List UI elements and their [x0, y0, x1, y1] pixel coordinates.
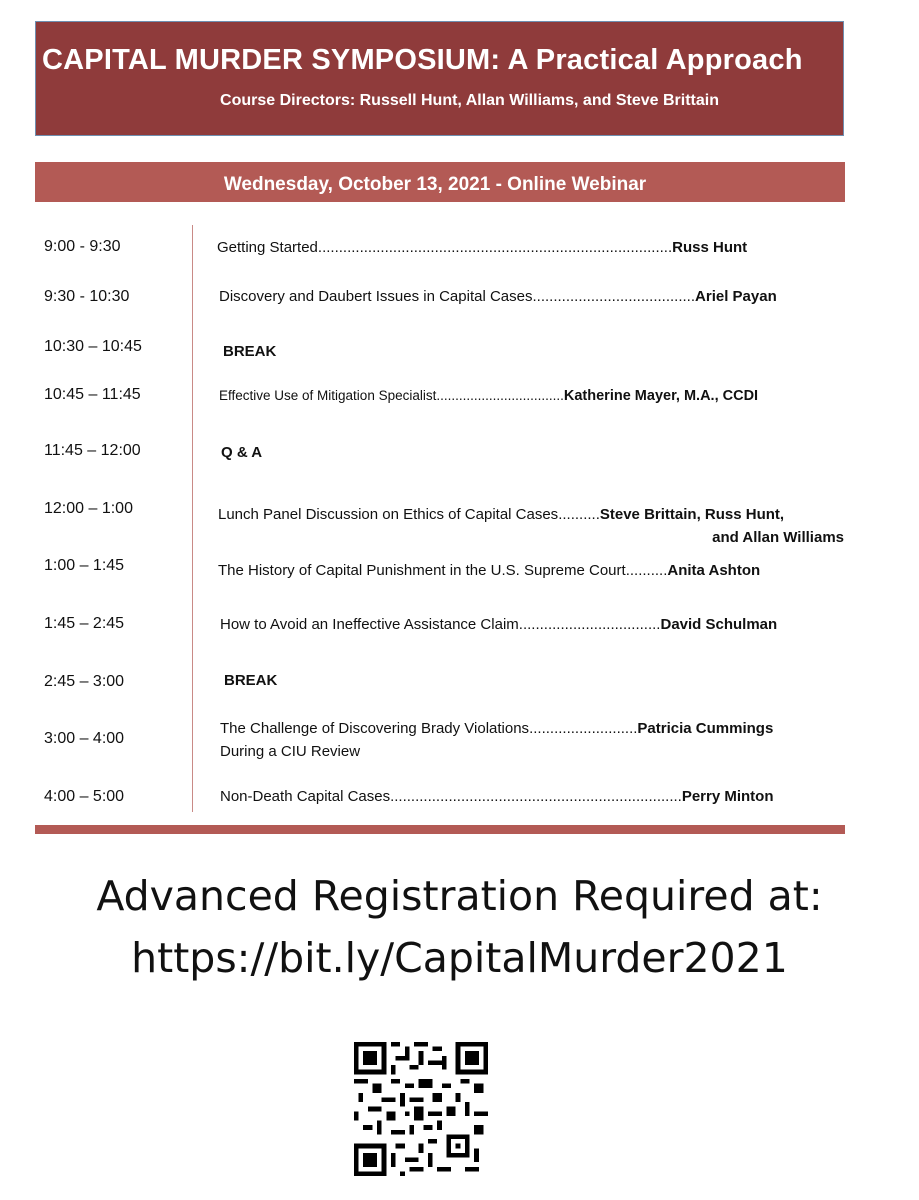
session-title: How to Avoid an Ineffective Assistance Claim — [220, 616, 519, 633]
session-row — [219, 288, 777, 305]
leader-dots: .................................. — [436, 388, 564, 403]
time-slot: 9:30 - 10:30 — [44, 288, 130, 305]
time-slot: 4:00 – 5:00 — [44, 788, 125, 805]
break-label: BREAK — [223, 343, 277, 360]
session-title-continued: During a CIU Review — [220, 743, 361, 760]
session-speaker: David Schulman — [660, 616, 778, 633]
time-slot: 2:45 – 3:00 — [44, 673, 125, 690]
session-row — [220, 720, 773, 737]
session-title: Effective Use of Mitigation Specialist — [219, 388, 437, 403]
session-speaker-continued: and Allan Williams — [712, 529, 844, 546]
time-slot: 9:00 - 9:30 — [44, 238, 121, 255]
leader-dots: .......................... — [529, 720, 638, 737]
session-speaker: Patricia Cummings — [637, 720, 774, 737]
session-row — [218, 562, 760, 579]
time-slot: 10:45 – 11:45 — [44, 386, 141, 403]
title-banner — [35, 21, 844, 136]
date-bar — [35, 162, 845, 202]
bottom-rule — [35, 825, 845, 834]
session-speaker: Steve Brittain, Russ Hunt, — [599, 506, 785, 523]
session-row — [217, 239, 747, 256]
session-title: Lunch Panel Discussion on Ethics of Capital Cases — [218, 506, 559, 523]
time-slot: 11:45 – 12:00 — [44, 442, 141, 459]
time-slot: 1:45 – 2:45 — [44, 615, 125, 632]
time-slot: 10:30 – 10:45 — [44, 338, 142, 355]
registration-url[interactable]: https://bit.ly/CapitalMurder2021 — [131, 934, 788, 982]
time-slot: 1:00 – 1:45 — [44, 557, 125, 574]
leader-dots: ..................................................................................... — [317, 239, 673, 256]
session-row — [220, 616, 777, 633]
session-row — [219, 388, 758, 404]
leader-dots: .................................. — [518, 616, 661, 633]
session-speaker: Anita Ashton — [667, 562, 761, 579]
session-title: The History of Capital Punishment in the U.S. Supreme Court — [218, 562, 626, 579]
session-speaker: Perry Minton — [681, 788, 774, 805]
session-title: Getting Started — [217, 239, 318, 256]
session-speaker: Katherine Mayer, M.A., CCDI — [563, 388, 759, 404]
date-text: Wednesday, October 13, 2021 - Online Webinar — [223, 174, 647, 195]
session-row — [218, 506, 784, 523]
leader-dots: ....................................... — [532, 288, 696, 305]
qa-label: Q & A — [221, 444, 263, 461]
schedule-divider — [192, 225, 193, 812]
leader-dots: .......... — [558, 506, 600, 523]
time-slot: 12:00 – 1:00 — [44, 500, 133, 517]
page-title: CAPITAL MURDER SYMPOSIUM: A Practical Approach — [42, 44, 803, 76]
session-title: Discovery and Daubert Issues in Capital Cases — [219, 288, 533, 305]
session-speaker: Ariel Payan — [695, 288, 777, 305]
session-row — [220, 788, 774, 805]
session-title: The Challenge of Discovering Brady Violations — [220, 720, 530, 737]
session-title: Non-Death Capital Cases — [220, 788, 391, 805]
break-label: BREAK — [224, 672, 278, 689]
leader-dots: .......... — [625, 562, 668, 579]
session-speaker: Russ Hunt — [672, 239, 748, 256]
course-directors: Course Directors: Russell Hunt, Allan Williams, and Steve Brittain — [220, 92, 719, 109]
qr-code-icon[interactable] — [354, 1042, 488, 1176]
registration-heading: Advanced Registration Required at: — [96, 872, 823, 920]
leader-dots: ...................................................................... — [390, 788, 682, 805]
time-slot: 3:00 – 4:00 — [44, 730, 125, 747]
